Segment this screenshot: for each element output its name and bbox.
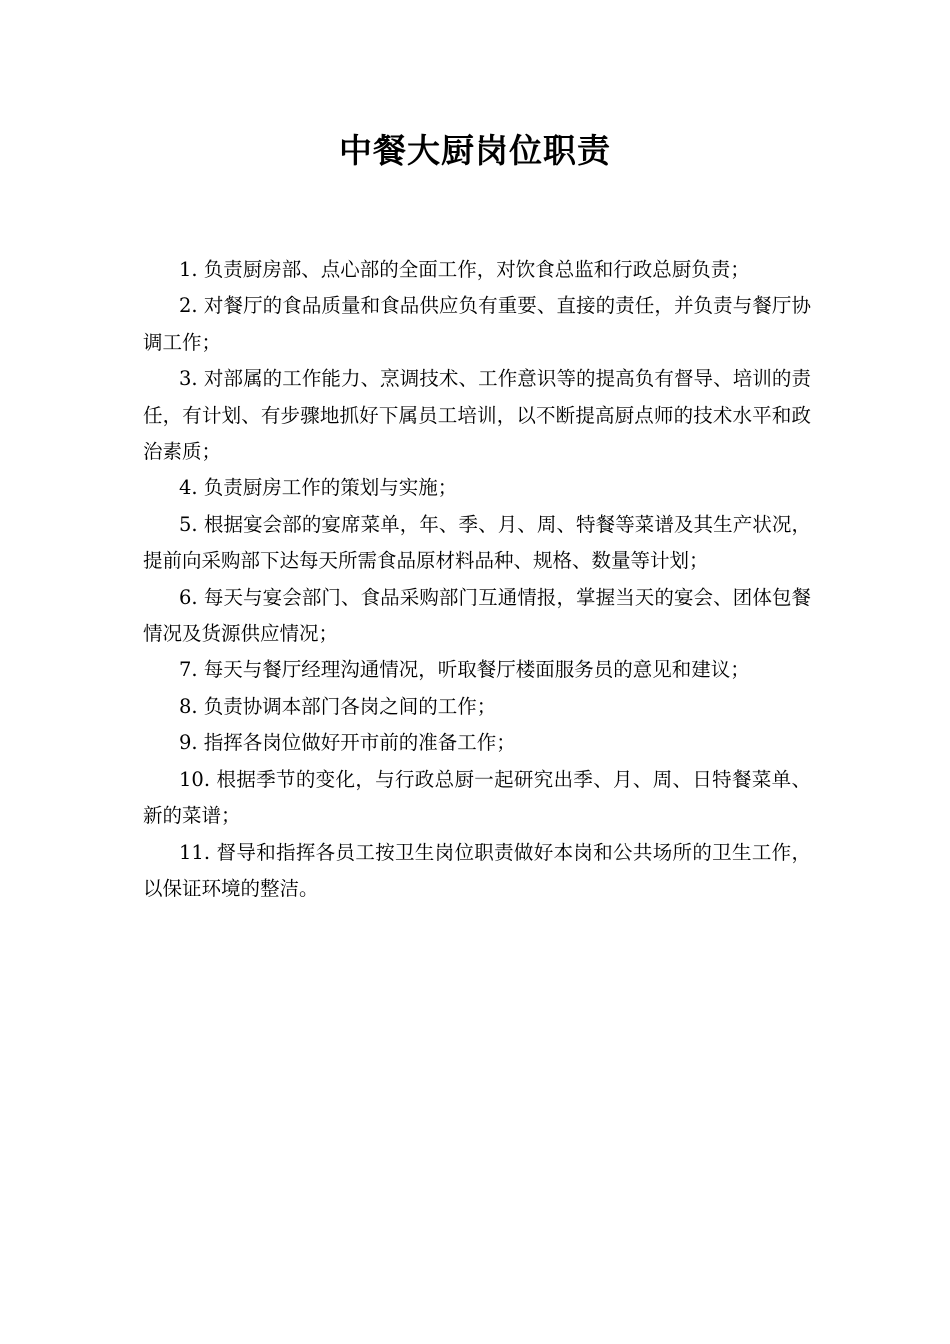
duty-item-10: 10. 根据季节的变化，与行政总厨一起研究出季、月、周、日特餐菜单、新的菜谱； xyxy=(143,767,811,828)
document-title: 中餐大厨岗位职责 xyxy=(339,131,611,170)
duty-item-2: 2. 对餐厅的食品质量和食品供应负有重要、直接的责任，并负责与餐厅协调工作； xyxy=(143,294,811,354)
duty-item-4: 4. 负责厨房工作的策划与实施； xyxy=(179,476,458,500)
duty-list xyxy=(143,252,811,907)
duty-item-5: 5. 根据宴会部的宴席菜单，年、季、月、周、特餐等菜谱及其生产状况，提前向采购部下达每天所需食品原材料品种、规格、数量等计划； xyxy=(143,512,811,573)
duty-item-1: 1. 负责厨房部、点心部的全面工作，对饮食总监和行政总厨负责； xyxy=(179,258,750,281)
duty-item-9: 9. 指挥各岗位做好开市前的准备工作； xyxy=(179,731,516,755)
duty-item-8: 8. 负责协调本部门各岗之间的工作； xyxy=(179,694,497,718)
duty-item-7: 7. 每天与餐厅经理沟通情况，听取餐厅楼面服务员的意见和建议； xyxy=(179,658,750,682)
duty-item-11: 11. 督导和指挥各员工按卫生岗位职责做好本岗和公共场所的卫生工作，以保证环境的整洁。 xyxy=(143,840,811,900)
duty-item-3: 3. 对部属的工作能力、烹调技术、工作意识等的提高负有督导、培训的责任，有计划、有步骤地抓好下属员工培训，以不断提高厨点师的技术水平和政治素质； xyxy=(143,367,811,464)
duty-item-6: 6. 每天与宴会部门、食品采购部门互通情报，掌握当天的宴会、团体包餐情况及货源供应情况； xyxy=(143,585,811,646)
